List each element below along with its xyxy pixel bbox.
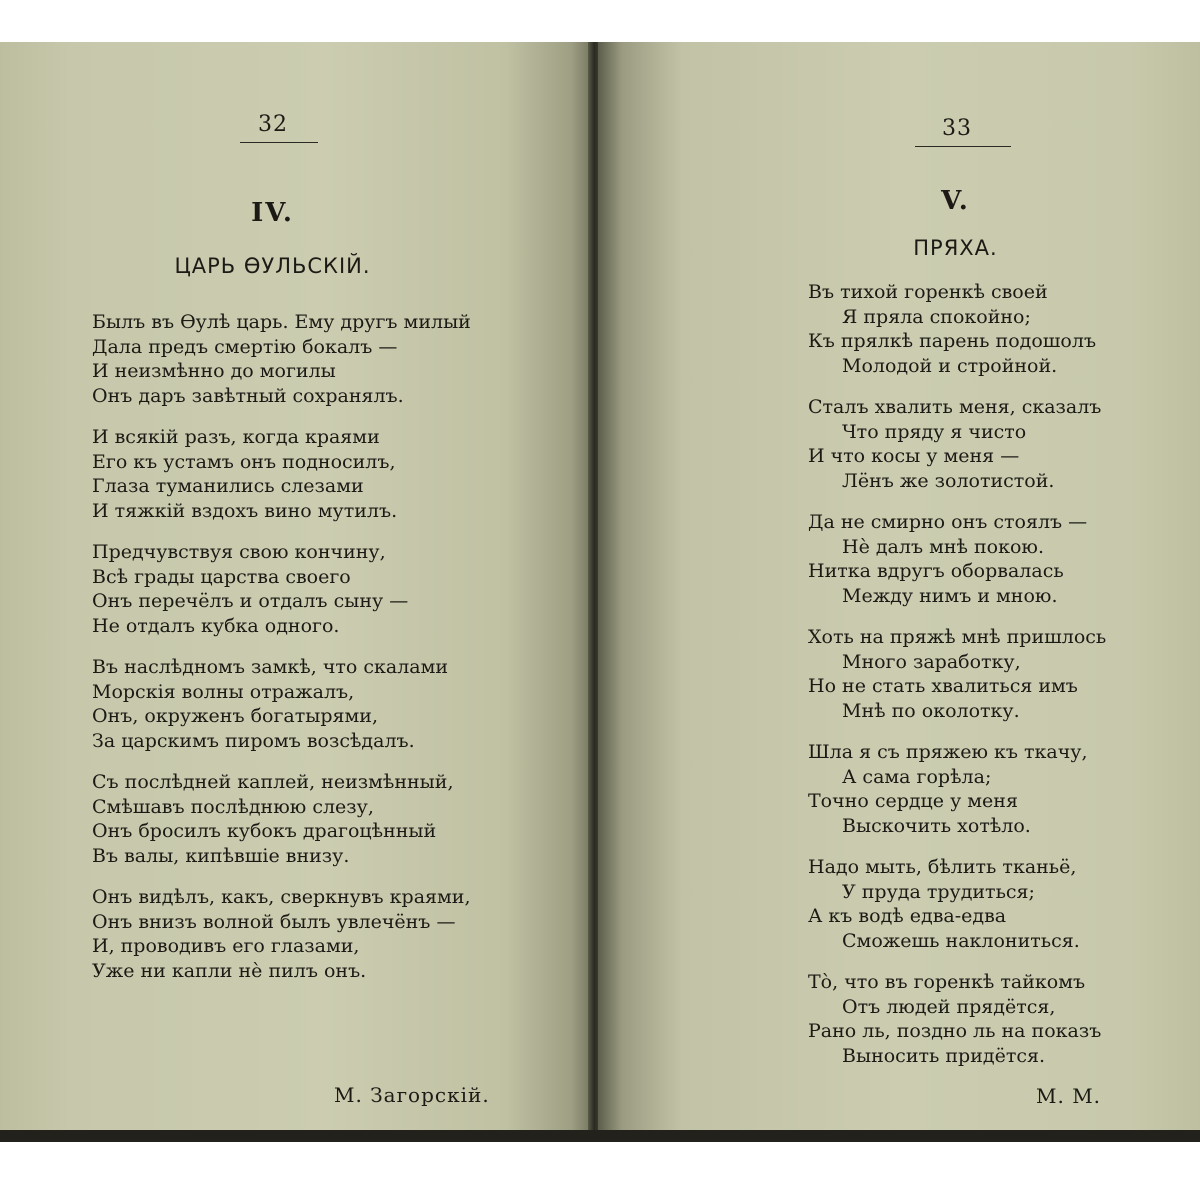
verse-line: Между нимъ и мною. (842, 584, 1058, 607)
page-number: 33 (942, 116, 972, 141)
stanza (808, 280, 1106, 378)
stanza (92, 885, 471, 983)
page-number: 32 (258, 112, 288, 137)
verse-line: Не отдалъ кубка одного. (92, 614, 340, 637)
poem-author: М. М. (1036, 1084, 1102, 1108)
poem-title: ЦАРЬ ѲУЛЬСКІЙ. (174, 254, 371, 278)
verse-line: Сможешь наклониться. (842, 929, 1080, 952)
verse-line: Рано ль, поздно ль на показъ (808, 1020, 1102, 1042)
verse-line: Тò, что въ горенкѣ тайкомъ (808, 971, 1086, 993)
poem-title: ПРЯХА. (913, 236, 998, 260)
verse-line: И тяжкій вздохъ вино мутилъ. (92, 499, 398, 522)
stanza (808, 395, 1106, 493)
verse-line: Выскочить хотѣло. (842, 814, 1031, 837)
stanza (808, 970, 1106, 1068)
verse-line: Уже ни капли нè пилъ онъ. (92, 959, 367, 982)
verse-line: Что пряду я чисто (842, 420, 1027, 443)
verse-line: Къ прялкѣ парень подошолъ (808, 330, 1097, 352)
poem-body (808, 280, 1106, 1085)
page-number-rule (240, 142, 318, 143)
verse-line: Много заработку, (842, 650, 1021, 673)
verse-line: Да не смирно онъ стоялъ — (808, 511, 1088, 533)
verse-line: У пруда трудиться; (842, 880, 1035, 903)
book-bottom-edge (0, 1130, 1200, 1142)
stanza (808, 855, 1106, 953)
stanza (808, 510, 1106, 608)
verse-line: И что косы у меня — (808, 445, 1020, 467)
verse-line: Смѣшавъ послѣднюю слезу, (92, 795, 374, 818)
verse-line: Въ наслѣдномъ замкѣ, что скалами (92, 656, 449, 678)
verse-line: Съ послѣдней каплей, неизмѣнный, (92, 771, 454, 793)
verse-line: Глаза туманились слезами (92, 475, 364, 497)
verse-line: Морскія волны отражалъ, (92, 680, 355, 703)
verse-line: Сталъ хвалить меня, сказалъ (808, 396, 1102, 418)
stanza (92, 310, 471, 408)
verse-line: Въ тихой горенкѣ своей (808, 281, 1048, 303)
verse-line: Лёнъ же золотистой. (842, 469, 1055, 492)
stanza (92, 655, 471, 753)
verse-line: Нè далъ мнѣ покою. (842, 535, 1045, 558)
verse-line: Онъ бросилъ кубокъ драгоцѣнный (92, 820, 437, 842)
verse-line: Дала предъ смертію бокалъ — (92, 335, 398, 358)
verse-line: Надо мыть, бѣлить тканьё, (808, 856, 1077, 878)
verse-line: Выносить придётся. (842, 1044, 1045, 1067)
verse-line: И неизмѣнно до могилы (92, 360, 336, 382)
verse-line: Я пряла спокойно; (842, 305, 1031, 328)
verse-line: Молодой и стройной. (842, 354, 1058, 377)
verse-line: Онъ даръ завѣтный сохранялъ. (92, 384, 404, 407)
stanza (808, 625, 1106, 723)
stanza (808, 740, 1106, 838)
verse-line: А къ водѣ едва-едва (808, 905, 1007, 927)
verse-line: Хоть на пряжѣ мнѣ пришлось (808, 626, 1107, 648)
verse-line: Онъ видѣлъ, какъ, сверкнувъ краями, (92, 886, 471, 908)
verse-line: Въ валы, кипѣвшіе внизу. (92, 844, 350, 867)
verse-line: А сама горѣла; (842, 765, 992, 788)
verse-line: Онъ внизъ волной былъ увлечёнъ — (92, 910, 456, 933)
stanza (92, 425, 471, 523)
verse-line: Отъ людей прядётся, (842, 995, 1056, 1018)
verse-line: Онъ перечёлъ и отдалъ сыну — (92, 590, 409, 612)
verse-line: Шла я съ пряжею къ ткачу, (808, 741, 1088, 763)
verse-line: Но не стать хвалиться имъ (808, 675, 1078, 697)
verse-line: Былъ въ Ѳулѣ царь. Ему другъ милый (92, 311, 471, 333)
stanza (92, 540, 471, 638)
verse-line: И всякій разъ, когда краями (92, 426, 380, 448)
verse-line: Онъ, окруженъ богатырями, (92, 705, 379, 727)
verse-line: И, проводивъ его глазами, (92, 935, 360, 957)
verse-line: Мнѣ по околотку. (842, 699, 1020, 722)
verse-line: Нитка вдругъ оборвалась (808, 560, 1064, 582)
section-numeral: IV. (251, 198, 294, 228)
section-numeral: V. (941, 186, 970, 216)
verse-line: Предчувствуя свою кончину, (92, 541, 386, 563)
open-book (0, 42, 1200, 1142)
verse-line: Его къ устамъ онъ подносилъ, (92, 450, 396, 473)
verse-line: Всѣ грады царства своего (92, 565, 351, 588)
right-page (598, 42, 1200, 1132)
poem-body (92, 310, 471, 1000)
verse-line: Точно сердце у меня (808, 790, 1018, 812)
verse-line: За царскимъ пиромъ возсѣдалъ. (92, 729, 415, 752)
left-page (0, 42, 595, 1132)
poem-author: М. Загорскій. (334, 1083, 490, 1107)
page-number-rule (915, 146, 1011, 147)
stanza (92, 770, 471, 868)
